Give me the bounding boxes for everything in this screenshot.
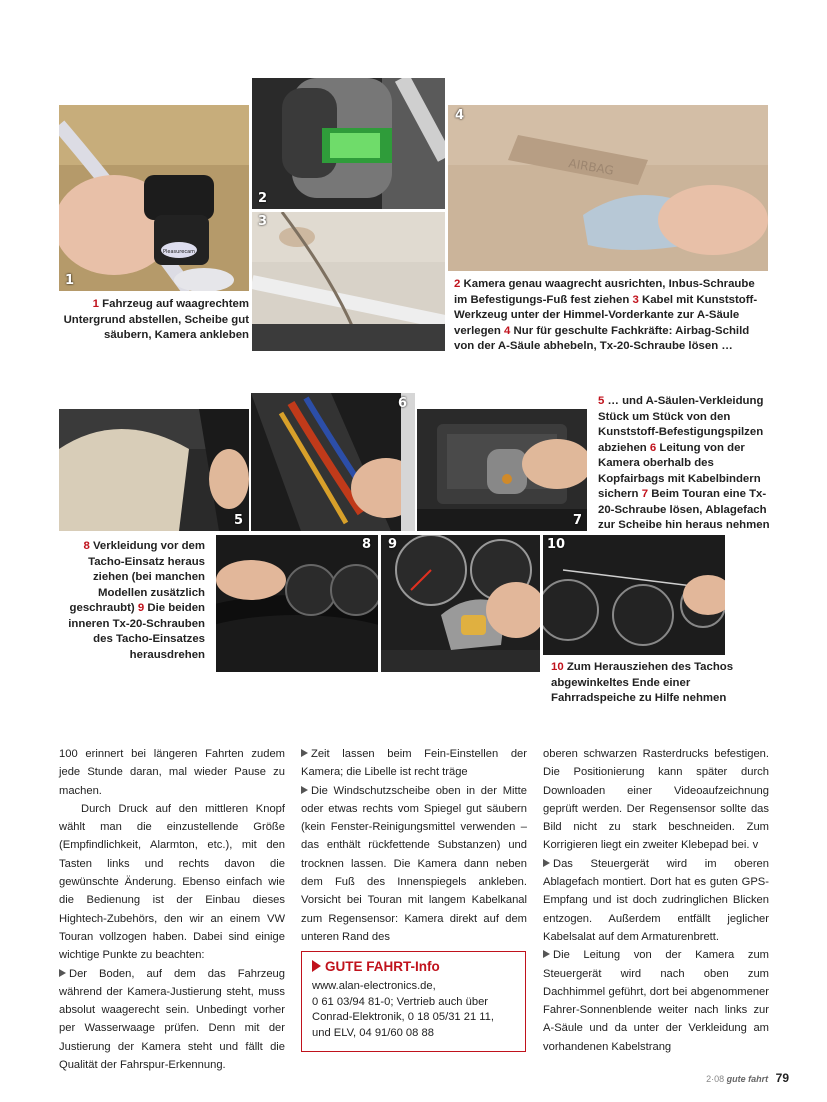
photo-3 xyxy=(252,212,445,351)
photo-2 xyxy=(252,78,445,209)
photo-number: 3 xyxy=(258,214,268,229)
caption-10 xyxy=(551,660,766,707)
info-box-title: GUTE FAHRT-Info xyxy=(312,958,515,976)
paragraph: Zeit lassen beim Fein-Einstellen der Kamera; die Libelle ist recht träge xyxy=(301,748,527,779)
caption-text: Leitung von der Kamera oberhalb des Kopfairbags mit Kabelbindern sichern xyxy=(598,441,761,500)
caption-text: Fahrzeug auf waagrechtem Untergrund abstellen, Scheibe gut säubern, Kamera ankleben xyxy=(63,298,249,341)
info-website: www.alan-electronics.de, xyxy=(312,980,436,992)
bullet-triangle-icon xyxy=(543,859,550,867)
photo-number: 7 xyxy=(573,513,583,528)
caption-number: 3 xyxy=(632,293,639,306)
caption-5-7 xyxy=(598,394,770,534)
caption-number: 2 xyxy=(454,278,461,290)
photo-7 xyxy=(417,409,587,531)
caption-number: 6 xyxy=(649,441,657,454)
airbag-label: AIRBAG xyxy=(567,156,615,178)
body-column-3 xyxy=(543,745,769,1056)
photo-number: 1 xyxy=(65,273,75,288)
caption-number: 10 xyxy=(551,661,564,673)
caption-number: 1 xyxy=(92,298,99,310)
photo-1 xyxy=(59,105,249,291)
info-box-body xyxy=(312,979,515,1041)
page-footer xyxy=(706,1071,789,1085)
photo-5 xyxy=(59,409,249,531)
page-number: 79 xyxy=(775,1071,789,1085)
photo-4 xyxy=(448,105,768,271)
caption-number: 5 xyxy=(598,395,605,407)
paragraph: Die Leitung von der Kamera zum Steuergerät wird nach oben zum Dachhimmel geführt, dort bei abgenommener Fahrer-Sonnenblende weiter nach links zur A-Säule und da unter der Verkleidung am vorhandenen Kabelstrang xyxy=(543,949,769,1053)
caption-text: … und A-Säulen-Verkleidung Stück um Stück von den Kunststoff-Befestigungspilzen abziehen xyxy=(598,395,764,454)
paragraph: Das Steuergerät wird im oberen Ablagefach montiert. Dort hat es guten GPS-Empfang und ist doch zudringlichen Blicken entzogen. Außerdem entfällt jeglicher Kabelsalat auf dem Armaturenbrett. xyxy=(543,857,769,943)
info-box xyxy=(301,951,526,1052)
photo-number: 2 xyxy=(258,191,268,206)
caption-number: 7 xyxy=(641,488,649,500)
caption-text: Verkleidung vor dem Tacho-Einsatz heraus ziehen (bei manchen Modellen zusätzlich geschraubt) xyxy=(69,540,205,614)
paragraph: Der Boden, auf dem das Fahrzeug während der Kamera-Justierung steht, muss absolut waagerecht sein. Unbedingt vorher per Wasserwaage prüfen. Denn mit der Justierung der Kamera steht und fällt die Qualität der Fahrspur-Erkennung. xyxy=(59,967,285,1072)
paragraph: 100 erinnert bei längeren Fahrten zudem jede Stunde daran, mal wieder Pause zu machen. xyxy=(59,748,285,797)
info-triangle-icon xyxy=(312,960,321,972)
photo-10 xyxy=(543,535,725,655)
caption-text: Nur für geschulte Fachkräfte: Airbag-Schild von der A-Säule abhebeln, Tx-20-Schraube lösen … xyxy=(454,324,750,352)
photo-9 xyxy=(381,535,540,672)
photo-number: 9 xyxy=(388,537,398,552)
paragraph: Durch Druck auf den mittleren Knopf wählt man die einzustellende Größe (Empfindlichkeit, Alarmton, etc.), mit den Tasten links und rechts davon die gewünschte Änderung. Ebenso einfach wie die Bedienung ist der Einbau dieses Hightech-Zubehörs, den wir an einem VW Touran vollzogen haben. Dabei sind einige wichtige Punkte zu beachten: xyxy=(59,802,285,962)
paragraph: Die Windschutzscheibe oben in der Mitte oder etwas rechts vom Spiegel gut säubern (kein Fenster-Reinigungsmittel verwenden – das enthält rückfettende Substanzen) und trocknen lassen. Die Kamera dann neben dem Fuß des Innenspiegels ankleben. Vorsicht bei Touran mit langem Kabelkanal zum Regensensor: Kamera direkt auf dem unteren Rand des xyxy=(301,784,527,943)
caption-8-9 xyxy=(62,539,205,663)
paragraph: oberen schwarzen Rasterdrucks befestigen. Die Positionierung kann später durch Downloaden einer Videoaufzeichnung geprüft werden. Der Regensensor sollte das Bild nicht zu stark beschneiden. Zum Korrigieren liegt ein zweiter Klebepad bei. v xyxy=(543,748,769,852)
bullet-triangle-icon xyxy=(301,749,308,757)
caption-number: 4 xyxy=(504,324,511,337)
photo-number: 10 xyxy=(547,537,566,552)
bullet-triangle-icon xyxy=(301,786,308,794)
magazine-brand: gute fahrt xyxy=(726,1074,769,1084)
issue-number: 2·08 xyxy=(706,1074,725,1084)
photo-number: 8 xyxy=(362,537,372,552)
photo-number: 6 xyxy=(398,396,408,411)
body-column-1 xyxy=(59,745,285,1074)
caption-1 xyxy=(59,297,249,344)
caption-text: Kamera genau waagrecht ausrichten, Inbus-Schraube im Befestigungs-Fuß fest ziehen xyxy=(454,278,755,306)
info-contacts: 0 61 03/94 81-0; Vertrieb auch über Conrad-Elektronik, 0 18 05/31 21 11, und ELV, 04 91/60 08 88 xyxy=(312,995,495,1039)
photo-6 xyxy=(251,393,415,531)
bullet-triangle-icon xyxy=(59,969,66,977)
caption-text: Die beiden inneren Tx-20-Schrauben des Tacho-Einsatzes herausdrehen xyxy=(68,602,205,661)
photo-number: 5 xyxy=(234,513,244,528)
caption-text: Kabel mit Kunststoff-Werkzeug unter der Himmel-Vorderkante zur A-Säule verlegen xyxy=(454,293,758,337)
caption-text: Zum Herausziehen des Tachos abgewinkeltes Ende einer Fahrradspeiche zu Hilfe nehmen xyxy=(551,661,734,704)
photo-8 xyxy=(216,535,378,672)
photo-number: 4 xyxy=(455,108,465,123)
caption-2-4 xyxy=(454,277,769,355)
caption-number: 8 xyxy=(83,540,90,552)
body-column-2 xyxy=(301,745,527,946)
caption-text: Beim Touran eine Tx-20-Schraube lösen, Ablagefach zur Scheibe hin heraus nehmen xyxy=(598,488,770,531)
bullet-triangle-icon xyxy=(543,950,550,958)
caption-number: 9 xyxy=(137,602,145,614)
camera-brand-text: Pleasurecam xyxy=(162,249,196,255)
